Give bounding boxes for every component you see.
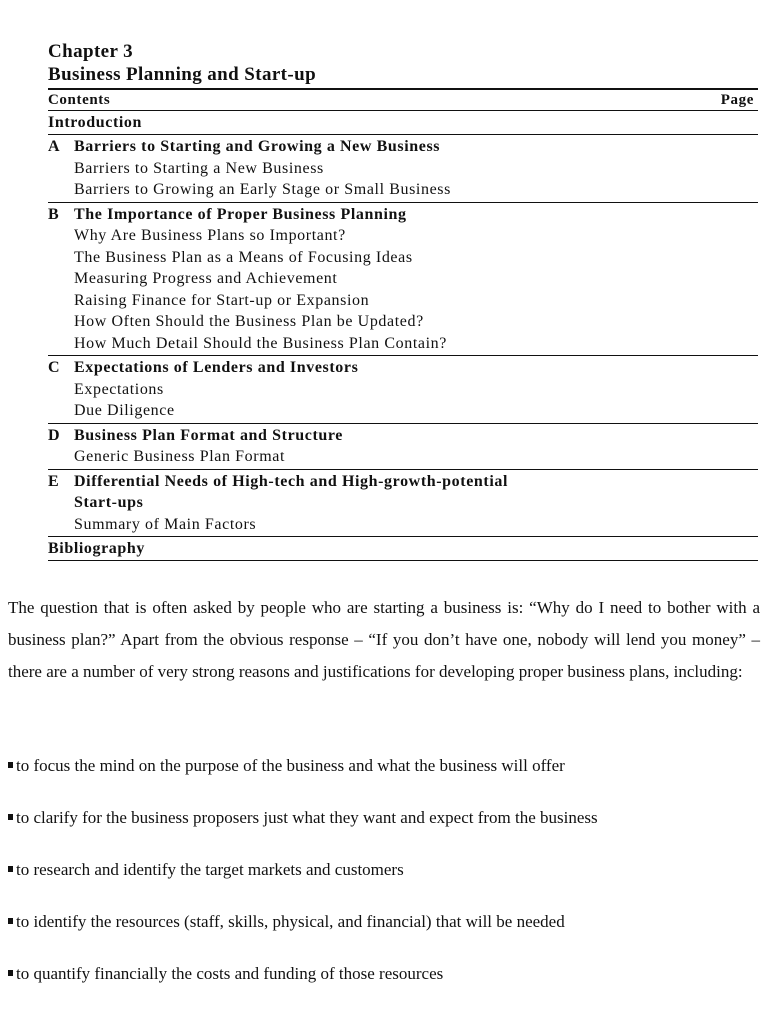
toc-section-d [48, 423, 758, 469]
toc-subitem: The Business Plan as a Means of Focusing Ideas [74, 248, 413, 266]
toc-section-e [48, 469, 758, 537]
section-title: The Importance of Proper Business Planning [74, 205, 407, 223]
chapter-number: Chapter 3 [48, 41, 134, 62]
list-item [8, 752, 760, 804]
bullet-text: to research and identify the target markets and customers [16, 860, 404, 879]
toc-subitem: Barriers to Growing an Early Stage or Small Business [74, 181, 451, 198]
toc-subitem: Expectations [74, 380, 164, 398]
chapter-header [48, 40, 758, 561]
square-bullet-icon [8, 762, 13, 768]
page-label: Page [720, 92, 754, 108]
bibliography-label: Bibliography [48, 540, 146, 557]
bullet-text: to focus the mind on the purpose of the business and what the business will offer [16, 756, 565, 775]
toc-subitem: Barriers to Starting a New Business [74, 159, 324, 177]
toc-bibliography [48, 536, 758, 561]
section-letter: A [48, 138, 61, 155]
bullet-text: to clarify for the business proposers just what they want and expect from the business [16, 808, 598, 827]
toc-subitem: Generic Business Plan Format [74, 448, 285, 465]
toc-header [48, 88, 758, 110]
chapter-title: Business Planning and Start-up [48, 64, 317, 85]
toc-section-c [48, 355, 758, 423]
body-paragraph: The question that is often asked by people who are starting a business is: “Why do I need to bother with a business plan?” Apart from the obvious response – “If you don’t have one, nobody will lend you money” – there are a number of very strong reasons and justifications for developing proper business plans, including: [8, 598, 760, 681]
introduction-label: Introduction [48, 114, 143, 131]
toc-subitem: Summary of Main Factors [74, 515, 257, 533]
list-item [8, 856, 760, 908]
section-letter: B [48, 205, 60, 223]
toc-subitem: Why Are Business Plans so Important? [74, 227, 346, 244]
section-title: Business Plan Format and Structure [74, 426, 344, 444]
list-item [8, 908, 760, 960]
table-of-contents [48, 88, 758, 561]
section-title-continued: Start-ups [74, 494, 144, 511]
toc-subitem: Raising Finance for Start-up or Expansion [74, 291, 370, 309]
bullet-list [8, 752, 760, 1012]
section-letter: C [48, 359, 61, 376]
toc-subitem: How Often Should the Business Plan be Updated? [74, 313, 424, 330]
square-bullet-icon [8, 866, 13, 872]
list-item [8, 804, 760, 856]
toc-subitem: How Much Detail Should the Business Plan Contain? [74, 334, 447, 352]
section-title: Barriers to Starting and Growing a New Business [74, 138, 441, 155]
toc-subitem: Due Diligence [74, 402, 175, 419]
square-bullet-icon [8, 970, 13, 976]
square-bullet-icon [8, 814, 13, 820]
bullet-text: to identify the resources (staff, skills, physical, and financial) that will be needed [16, 912, 565, 931]
section-title: Expectations of Lenders and Investors [74, 359, 359, 376]
toc-introduction [48, 110, 758, 134]
toc-section-a [48, 134, 758, 202]
bullet-text: to quantify financially the costs and funding of those resources [16, 964, 444, 983]
toc-section-b [48, 202, 758, 356]
square-bullet-icon [8, 918, 13, 924]
section-title: Differential Needs of High-tech and High-growth-potential [74, 472, 509, 490]
toc-subitem: Measuring Progress and Achievement [74, 270, 338, 287]
contents-label: Contents [48, 92, 111, 108]
section-letter: D [48, 426, 61, 444]
section-letter: E [48, 472, 60, 490]
list-item [8, 960, 760, 1012]
